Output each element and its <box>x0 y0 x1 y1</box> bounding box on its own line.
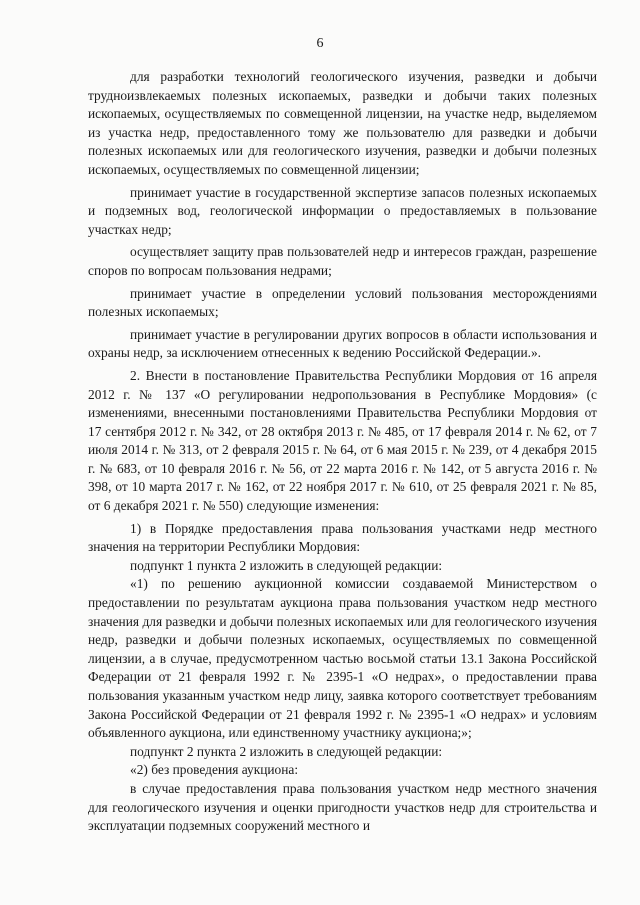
paragraph-subpoint-2-text: в случае предоставления права пользования участком недр местного значения для геологического изучения и оценки пригодности участков недр для строительства и эксплуатации подземных сооружений местного и <box>88 780 597 834</box>
document-body <box>88 68 597 836</box>
paragraph-continuation: для разработки технологий геологического изучения, разведки и добычи трудноизвлекаемых полезных ископаемых, разведки и добычи таких полезных ископаемых, осуществляемых по совмещенной лицензии, на участке недр, выделяемом из участка недр, предоставленного тому же пользователю для разведки и добычи полезных ископаемых или для геологического изучения, разведки и добычи полезных ископаемых, осуществляемых по совмещенной лицензии; <box>88 69 597 177</box>
paragraph-subpoint-2-heading: «2) без проведения аукциона: <box>130 762 299 778</box>
paragraph-conditions: принимает участие в определении условий пользования месторождениями полезных ископаемых; <box>88 285 597 320</box>
paragraph-subpoint-1-intro: подпункт 1 пункта 2 изложить в следующей редакции: <box>130 557 443 573</box>
page-number: 6 <box>316 36 324 51</box>
paragraph-subpoint-1-text: «1) по решению аукционной комиссии создаваемой Министерством о предоставлении по результатам аукциона права пользования участком недр местного значения для разведки и добычи полезных ископаемых или для геологического изучения недр, разведки и добычи полезных ископаемых, осуществляемых по совмещенной лицензии, а в случае, предусмотренном частью восьмой статьи 13.1 Закона Российской Федерации от 21 февраля 1992 г. № 2395-1 «О недрах», о предоставлении права пользования указанным участком недр лицу, заявка которого соответствует требованиям Закона Российской Федерации от 21 февраля 1992 г. № 2395-1 «О недрах» и условиям объявленного аукциона, или единственному участнику аукциона;»; <box>88 576 597 741</box>
paragraph-expertise: принимает участие в государственной экспертизе запасов полезных ископаемых и подземных вод, геологической информации о предоставляемых в пользование участках недр; <box>88 184 597 237</box>
paragraph-subpoint-2-intro: подпункт 2 пункта 2 изложить в следующей редакции: <box>130 743 443 759</box>
paragraph-subitem-1: 1) в Порядке предоставления права пользования участками недр местного значения на территории Республики Мордовия: <box>88 520 597 555</box>
paragraph-regulation: принимает участие в регулировании других вопросов в области использования и охраны недр, за исключением отнесенных к ведению Российской Федерации.». <box>88 326 597 361</box>
paragraph-protection: осуществляет защиту прав пользователей недр и интересов граждан, разрешение споров по вопросам пользования недрами; <box>88 244 597 278</box>
paragraph-item-2: 2. Внести в постановление Правительства Республики Мордовия от 16 апреля 2012 г. № 137 «О регулировании недропользования в Республике Мордовия» (с изменениями, внесенными постановлениями Правительства Республики Мордовия от 17 сентября 2012 г. № 342, от 28 октября 2013 г. № 485, от 17 февраля 2014 г. № 62, от 7 июля 2014 г. № 313, от 2 февраля 2015 г. № 64, от 6 мая 2015 г. № 239, от 4 декабря 2015 г. № 683, от 10 февраля 2016 г. № 56, от 22 марта 2016 г. № 142, от 5 августа 2016 г. № 398, от 10 марта 2017 г. № 162, от 22 ноября 2017 г. № 610, от 25 февраля 2021 г. № 85, от 6 декабря 2021 г. № 550) следующие изменения: <box>88 367 597 514</box>
